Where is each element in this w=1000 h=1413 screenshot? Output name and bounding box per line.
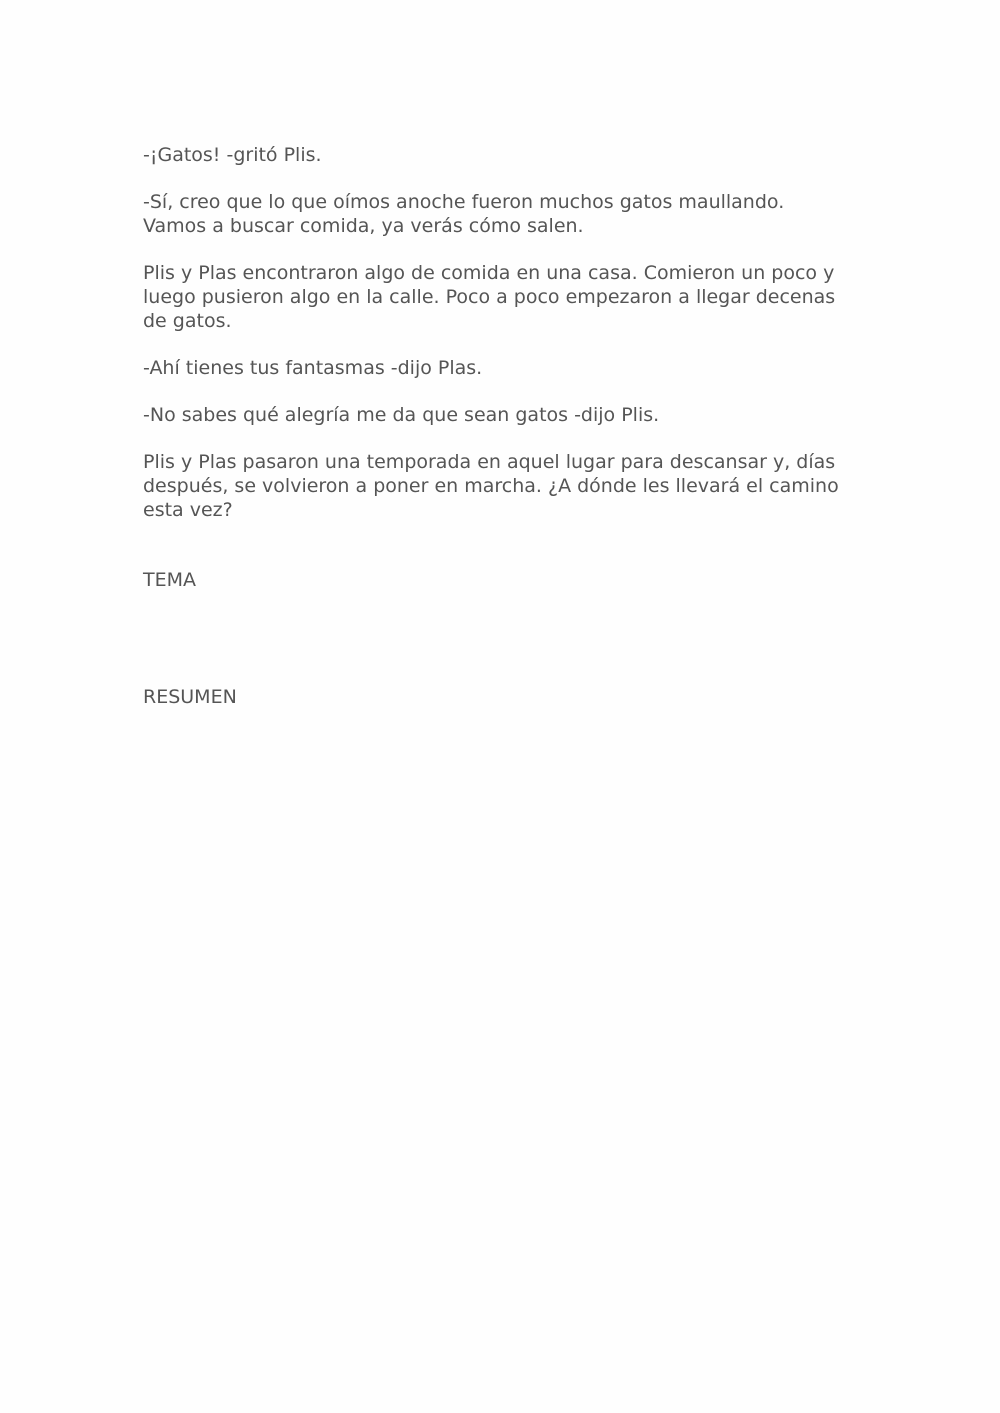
paragraph-line: luego pusieron algo en la calle. Poco a poco empezaron a llegar decenas: [143, 286, 836, 308]
paragraph-line: Plis y Plas pasaron una temporada en aquel lugar para descansar y, días: [143, 451, 836, 473]
paragraph-line: de gatos.: [143, 310, 232, 332]
story-paragraph-4: [143, 356, 863, 380]
paragraph-line: después, se volvieron a poner en marcha. ¿A dónde les llevará el camino: [143, 475, 839, 497]
document-content: [143, 143, 863, 709]
heading-tema: TEMA: [143, 569, 197, 591]
story-paragraph-2: [143, 190, 863, 238]
paragraph-line: Plis y Plas encontraron algo de comida en una casa. Comieron un poco y: [143, 262, 835, 284]
paragraph-line: esta vez?: [143, 499, 233, 521]
story-paragraph-5: [143, 403, 863, 427]
story-paragraph-1: [143, 143, 863, 167]
paragraph-line: -No sabes qué alegría me da que sean gatos -dijo Plis.: [143, 404, 660, 426]
paragraph-line: -¡Gatos! -gritó Plis.: [143, 144, 322, 166]
paragraph-line: -Sí, creo que lo que oímos anoche fueron muchos gatos maullando.: [143, 191, 785, 213]
story-paragraph-6: [143, 450, 863, 522]
paragraph-line: -Ahí tienes tus fantasmas -dijo Plas.: [143, 357, 483, 379]
story-paragraph-3: [143, 261, 863, 333]
heading-resumen: RESUMEN: [143, 686, 237, 708]
paragraph-line: Vamos a buscar comida, ya verás cómo salen.: [143, 215, 584, 237]
